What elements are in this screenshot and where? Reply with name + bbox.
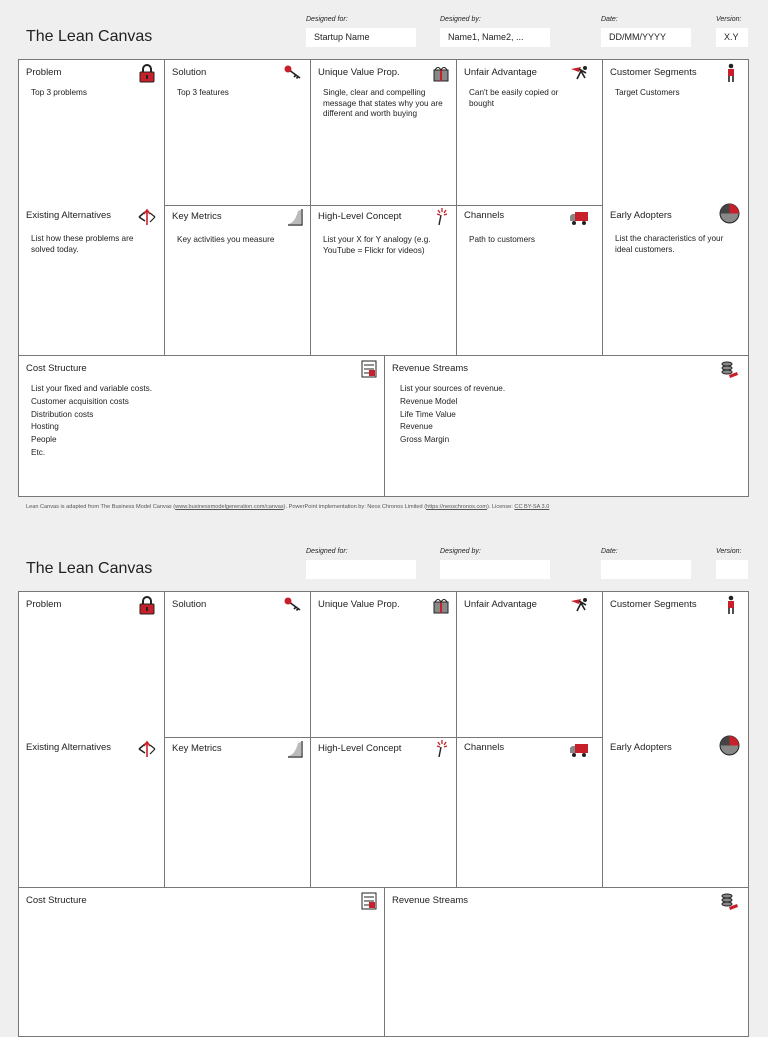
spark-icon xyxy=(431,739,451,759)
designed-by-field[interactable]: Name1, Name2, ... xyxy=(440,28,550,47)
neoschronos-link[interactable]: https://neoschronos.com xyxy=(426,504,488,510)
adopters-title: Early Adopters xyxy=(610,742,672,753)
solution-block[interactable] xyxy=(164,591,311,738)
alternatives-title: Existing Alternatives xyxy=(26,210,112,221)
designed-for-field[interactable]: Startup Name xyxy=(306,28,416,47)
revenue-title: Revenue Streams xyxy=(392,363,469,374)
cost-line: Etc. xyxy=(31,447,46,457)
concept-title: High-Level Concept xyxy=(318,211,402,222)
lock-icon xyxy=(137,595,157,615)
key-icon xyxy=(283,63,303,83)
gift-icon xyxy=(431,595,451,615)
arrows-icon xyxy=(137,207,157,227)
metrics-title: Key Metrics xyxy=(172,211,222,222)
alternatives-block[interactable] xyxy=(18,737,165,888)
channels-block[interactable] xyxy=(456,737,603,888)
concept-desc: List your X for Y analogy (e.g. YouTube = Flickr for videos) xyxy=(323,235,431,255)
designed-by-label: Designed by: xyxy=(440,16,481,23)
segments-desc: Target Customers xyxy=(615,88,680,97)
date-field[interactable] xyxy=(601,560,691,579)
arrows-icon xyxy=(137,739,157,759)
unfair-block[interactable] xyxy=(456,591,603,738)
lean-canvas-blank xyxy=(0,532,768,1024)
page-title: The Lean Canvas xyxy=(26,28,153,45)
cost-line: People xyxy=(31,435,57,445)
designed-for-field[interactable] xyxy=(306,560,416,579)
price-tag-icon xyxy=(359,359,379,379)
unfair-desc: Can't be easily copied or bought xyxy=(469,88,559,108)
designed-by-field[interactable] xyxy=(440,560,550,579)
unfair-title: Unfair Advantage xyxy=(464,67,537,78)
version-field[interactable]: X.Y xyxy=(716,28,748,47)
concept-title: High-Level Concept xyxy=(318,743,402,754)
chart-icon xyxy=(285,207,305,227)
designed-for-label: Designed for: xyxy=(306,548,348,555)
revenue-block[interactable] xyxy=(384,355,749,497)
uvp-title: Unique Value Prop. xyxy=(318,67,400,78)
revenue-lines xyxy=(400,383,505,447)
license-link[interactable]: CC BY-SA 3.0 xyxy=(514,504,550,510)
truck-icon xyxy=(569,739,589,759)
uvp-title: Unique Value Prop. xyxy=(318,599,400,610)
date-label: Date: xyxy=(601,548,618,555)
channels-desc: Path to customers xyxy=(469,235,535,244)
metrics-block[interactable] xyxy=(164,205,311,356)
adopters-block[interactable] xyxy=(602,205,749,356)
footer-attribution: Lean Canvas is adapted from The Business Model Canvas (www.businessmodelgeneration.com/canvas). PowerPoint implementation by: Neos Chronos Limited (https://neoschronos.com). License: CC BY-SA 3.0 xyxy=(26,504,550,510)
channels-block[interactable] xyxy=(456,205,603,356)
cost-block[interactable] xyxy=(18,887,385,1037)
alternatives-desc: List how these problems are solved today. xyxy=(31,234,134,254)
spark-icon xyxy=(431,207,451,227)
version-label: Version: xyxy=(716,548,742,555)
designed-by-label: Designed by: xyxy=(440,548,481,555)
version-label: Version: xyxy=(716,16,742,23)
unfair-block[interactable] xyxy=(456,59,603,206)
metrics-title: Key Metrics xyxy=(172,743,222,754)
concept-block[interactable] xyxy=(310,205,457,356)
adopters-desc: List the characteristics of your ideal customers. xyxy=(615,234,724,254)
metrics-block[interactable] xyxy=(164,737,311,888)
revenue-line: List your sources of revenue. xyxy=(400,384,506,393)
money-icon xyxy=(719,891,739,911)
alternatives-block[interactable] xyxy=(18,205,165,356)
metrics-desc: Key activities you measure xyxy=(177,235,275,244)
cost-block[interactable] xyxy=(18,355,385,497)
uvp-block[interactable] xyxy=(310,59,457,206)
superhero-icon xyxy=(569,63,589,83)
problem-title: Problem xyxy=(26,67,62,78)
person-icon xyxy=(721,63,741,83)
cost-line: Distribution costs xyxy=(31,409,94,419)
date-field[interactable]: DD/MM/YYYY xyxy=(601,28,691,47)
cost-lines xyxy=(31,383,152,460)
designed-for-label: Designed for: xyxy=(306,16,348,23)
revenue-line: Life Time Value xyxy=(400,409,456,419)
revenue-line: Revenue xyxy=(400,422,433,432)
lock-icon xyxy=(137,63,157,83)
cost-line: Hosting xyxy=(31,422,59,432)
cost-line: List your fixed and variable costs. xyxy=(31,384,153,393)
page-title: The Lean Canvas xyxy=(26,560,153,577)
solution-block[interactable] xyxy=(164,59,311,206)
cost-title: Cost Structure xyxy=(26,895,87,906)
adopters-title: Early Adopters xyxy=(610,210,672,221)
money-icon xyxy=(719,359,739,379)
date-label: Date: xyxy=(601,16,618,23)
solution-desc: Top 3 features xyxy=(177,88,229,97)
version-field[interactable] xyxy=(716,560,748,579)
truck-icon xyxy=(569,207,589,227)
cost-title: Cost Structure xyxy=(26,363,87,374)
unfair-title: Unfair Advantage xyxy=(464,599,537,610)
segments-title: Customer Segments xyxy=(610,599,697,610)
channels-title: Channels xyxy=(464,210,505,221)
price-tag-icon xyxy=(359,891,379,911)
bmc-link[interactable]: www.businessmodelgeneration.com/canvas xyxy=(175,504,284,510)
uvp-desc: Single, clear and compelling message that states why you are different and worth buying xyxy=(323,88,443,118)
gift-icon xyxy=(431,63,451,83)
chart-icon xyxy=(285,739,305,759)
concept-block[interactable] xyxy=(310,737,457,888)
channels-title: Channels xyxy=(464,742,505,753)
solution-title: Solution xyxy=(172,67,207,78)
cost-line: Customer acquisition costs xyxy=(31,396,129,406)
uvp-block[interactable] xyxy=(310,591,457,738)
revenue-block[interactable] xyxy=(384,887,749,1037)
problem-title: Problem xyxy=(26,599,62,610)
revenue-line: Revenue Model xyxy=(400,396,458,406)
solution-title: Solution xyxy=(172,599,207,610)
key-icon xyxy=(283,595,303,615)
pie-icon xyxy=(719,735,740,756)
problem-desc: Top 3 problems xyxy=(31,88,87,97)
revenue-title: Revenue Streams xyxy=(392,895,469,906)
person-icon xyxy=(721,595,741,615)
revenue-line: Gross Margin xyxy=(400,435,450,445)
segments-title: Customer Segments xyxy=(610,67,697,78)
superhero-icon xyxy=(569,595,589,615)
adopters-block[interactable] xyxy=(602,737,749,888)
alternatives-title: Existing Alternatives xyxy=(26,742,112,753)
pie-icon xyxy=(719,203,740,224)
